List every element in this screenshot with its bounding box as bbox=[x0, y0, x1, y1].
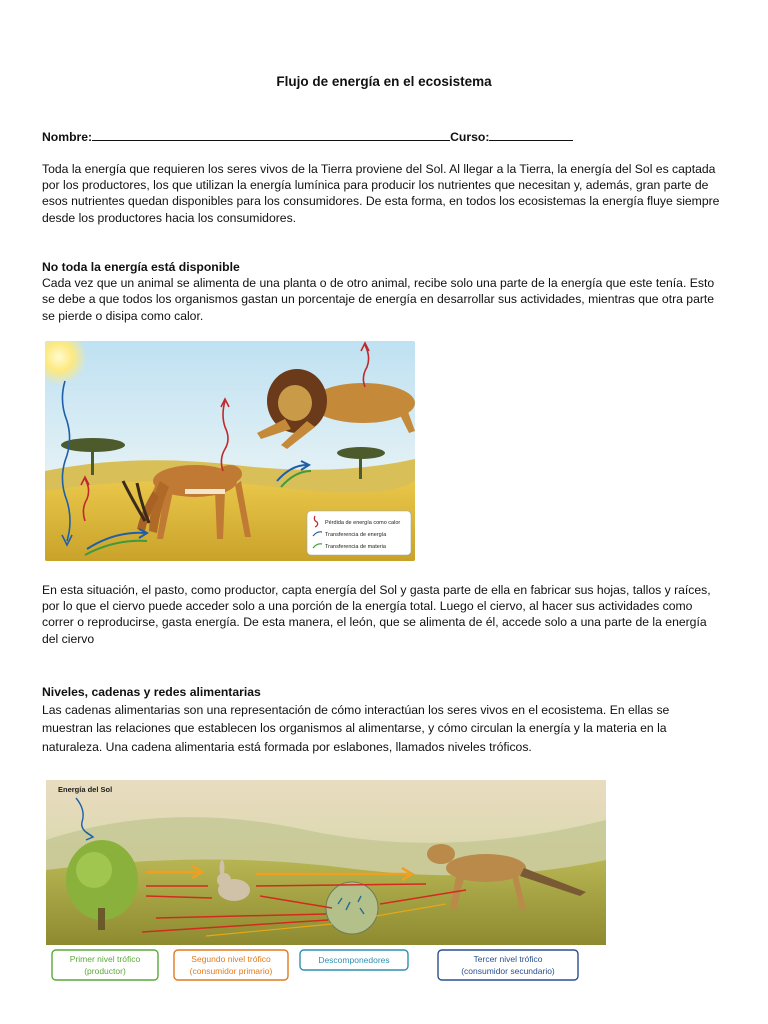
course-blank[interactable] bbox=[489, 128, 573, 141]
legend-heat: Pérdida de energía como calor bbox=[325, 520, 401, 526]
section-not-all-energy bbox=[42, 259, 722, 324]
energy-flow-savanna-illustration bbox=[45, 341, 415, 561]
name-blank[interactable] bbox=[92, 128, 450, 141]
figure-legend bbox=[307, 511, 411, 555]
page-title: Flujo de energía en el ecosistema bbox=[276, 74, 492, 89]
course-label: Curso: bbox=[450, 130, 490, 144]
paragraph-energy-explanation: En esta situación, el pasto, como productor, capta energía del Sol y gasta parte de ella en fabricar sus hojas, tallos y raíces, por lo que el ciervo puede acceder solo a una porción de la energía total. Luego el ciervo, al hacer sus actividades como correr o reproducirse, gasta energía. De esta manera, el león, que se alimenta de él, accede solo a una parte de la energía del ciervo bbox=[42, 583, 711, 646]
legend-energy: Transferencia de energía bbox=[325, 532, 387, 538]
svg-text:(consumidor secundario): (consumidor secundario) bbox=[461, 966, 555, 976]
svg-text:Primer nivel trófico: Primer nivel trófico bbox=[69, 954, 141, 964]
svg-text:Segundo nivel trófico: Segundo nivel trófico bbox=[191, 954, 271, 964]
trophic-level-labels bbox=[52, 950, 578, 980]
name-label: Nombre: bbox=[42, 130, 93, 144]
svg-text:Tercer nivel trófico: Tercer nivel trófico bbox=[473, 954, 543, 964]
section-heading: No toda la energía está disponible bbox=[42, 260, 240, 274]
decomposer-bubble bbox=[326, 882, 378, 934]
legend-matter: Transferencia de materia bbox=[325, 544, 386, 550]
section-food-chains bbox=[42, 683, 722, 756]
section-body: Las cadenas alimentarias son una representación de cómo interactúan los seres vivos en el ecosistema. En ellas se muestran las relaciones que establecen los organismos al alimentarse, y cómo circulan la energía y la materia en la naturaleza. Una cadena alimentaria está formada por eslabones, llamados niveles tróficos. bbox=[42, 703, 670, 754]
food-chain-illustration bbox=[46, 780, 608, 985]
svg-text:(productor): (productor) bbox=[84, 966, 126, 976]
intro-paragraph: Toda la energía que requieren los seres vivos de la Tierra proviene del Sol. Al llegar a la Tierra, la energía del Sol es captada por los productores, los que utilizan la energía lumínica para producir los nutrientes que necesitan y, además, gran parte de esos nutrientes quedan disponibles para los consumidores. De esta forma, en todos los ecosistemas la energía fluye siempre desde los productores hacia los consumidores. bbox=[42, 162, 720, 225]
svg-text:Descomponedores: Descomponedores bbox=[318, 955, 390, 965]
section-body: Cada vez que un animal se alimenta de una planta o de otro animal, recibe solo una parte de la energía que este tenía. Esto se debe a que todos los organismos gastan un porcentaje de energía en desarrollar sus actividades, mientras que otra parte se pierde o disipa como calor. bbox=[42, 276, 715, 323]
sun-energy-label: Energía del Sol bbox=[58, 785, 113, 794]
section-heading: Niveles, cadenas y redes alimentarias bbox=[42, 685, 261, 699]
svg-text:(consumidor primario): (consumidor primario) bbox=[189, 966, 273, 976]
student-info-line bbox=[42, 128, 573, 145]
